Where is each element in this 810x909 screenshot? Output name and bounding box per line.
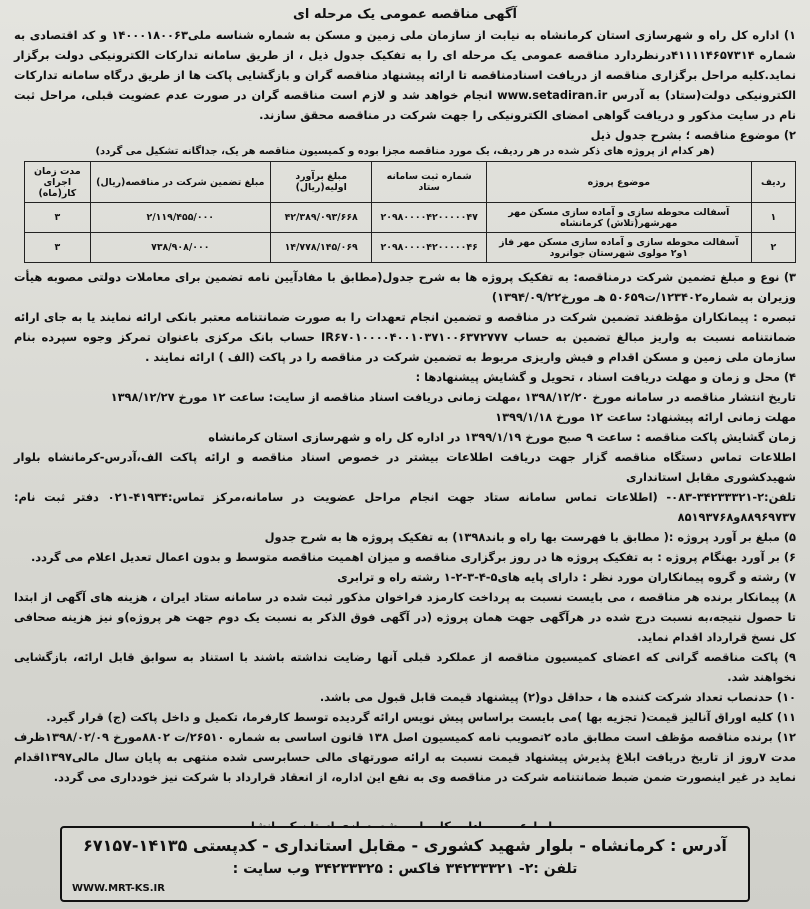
cell-guarantee: ۷۳۸/۹۰۸/۰۰۰ <box>90 233 270 263</box>
cell-guarantee: ۲/۱۱۹/۴۵۵/۰۰۰ <box>90 203 270 233</box>
cell-row: ۱ <box>751 203 795 233</box>
projects-table <box>24 161 796 263</box>
clause-7: ۷) رشته و گروه پیمانکاران مورد نظر : دارای پایه های۵-۴-۳-۲-۱ رشته راه و ترابری <box>337 570 796 584</box>
clause-12: ۱۲) برنده مناقصه مؤظف است مطابق ماده ۲تصویب نامه کمیسیون اصل ۱۳۸ قانون اساسی به شماره ۲۶۵۱۰/ت ۸۸۰۲مورخ ۱۳۹۸/۰۲/۰۹ظرف مدت ۷روز از تاریخ دریافت ابلاغ پذیرش پیشنهاد قیمت نسبت به ارائه صورتهای مالی حسابرسی شده منتهی به پایان سال مالی۱۳۹۷اقدام نماید در غیر اینصورت ضمن ضبط ضمانتنامه شرکت در مناقصه وی به نفع این اداره، از انعقاد قرارداد با شرکت نیز خودداری می گردد. <box>14 730 796 784</box>
col-subject: موضوع پروژه <box>486 162 751 203</box>
website-link[interactable]: WWW.MRT-KS.IR <box>72 883 165 894</box>
clause-4-contact: اطلاعات تماس دستگاه مناقصه گزار جهت دریافت اطلاعات بیشتر در خصوص اسناد مناقصه و ارائه پاکت الف،آدرس-کرمانشاه بلوار شهیدکشوری مقابل استانداری <box>14 450 796 484</box>
clause-4-publish-date: تاریخ انتشار مناقصه در سامانه مورخ ۱۳۹۸/۱۲/۲۰ ،مهلت زمانی دریافت اسناد مناقصه از سایت: ساعت ۱۲ مورخ ۱۳۹۸/۱۲/۲۷ <box>110 390 796 404</box>
clause-4-phone: تلفن:۲-۳۴۲۳۳۳۲۱-۰۸۳- (اطلاعات تماس سامانه ستاد جهت انجام مراحل عضویت در سامانه،مرکز تماس:۴۱۹۳۴-۰۲۱ دفتر ثبت نام: ۸۸۹۶۹۷۳۷و۸۵۱۹۳۷۶۸ <box>14 490 796 524</box>
clause-2: ۲) موضوع مناقصه ؛ بشرح جدول ذیل <box>590 128 796 142</box>
table-header-row <box>25 162 796 203</box>
cell-subject: آسفالت محوطه سازی و آماده سازی مسکن مهر مهرشهر(تلاش) کرمانشاه <box>486 203 751 233</box>
address-line: آدرس : کرمانشاه - بلوار شهید کشوری - مقابل استانداری - کدپستی ۱۴۱۳۵-۶۷۱۵۷ <box>83 836 727 855</box>
notice-title: آگهی مناقصه عمومی یک مرحله ای <box>292 7 518 22</box>
cell-setad-number: ۲۰۹۸۰۰۰۰۴۲۰۰۰۰۰۴۷ <box>372 203 486 233</box>
col-estimate: مبلغ برآورد اولیه(ریال) <box>270 162 372 203</box>
cell-subject: آسفالت محوطه سازی و آماده سازی مسکن مهر فاز ۱و۲ مولوی شهرستان جوانرود <box>486 233 751 263</box>
address-box <box>60 826 750 902</box>
clause-9: ۹) پاکت مناقصه گرانی که اعضای کمیسیون مناقصه از عملکرد قبلی آنها رضایت نداشته باشند با استناد به سوابق قابل ارائه، بازگشایی نخواهند شد. <box>14 650 796 684</box>
clause-5: ۵) مبلغ بر آورد پروژه :( مطابق با فهرست بها راه و باند۱۳۹۸) به تفکیک پروژه ها به شرح جدول <box>264 530 796 544</box>
table-note: (هر کدام از پروژه های ذکر شده در هر ردیف، یک مورد مناقصه مجزا بوده و کمیسیون مناقصه هر یک، جداگانه تشکیل می گردد) <box>95 146 715 157</box>
col-duration: مدت زمان اجرای کار(ماه) <box>25 162 91 203</box>
clause-1: ۱) اداره کل راه و شهرسازی استان کرمانشاه به نیابت از سازمان ملی زمین و مسکن به شماره شناسه ملی۱۴۰۰۰۱۸۰۰۶۳ و کد اقتصادی به شماره ۴۱۱۱۱۴۶۵۷۳۱۴درنظردارد مناقصه عمومی یک مرحله ای را به تفکیک جدول ذیل ، از طریق سامانه تدارکات الکترونیکی دولت برگزار نماید.کلیه مراحل برگزاری مناقصه از دریافت اسنادمناقصه تا ارائه پیشنهاد مناقصه گران و بازگشایی پاکت ها از طریق درگاه سامانه تدارکات الکترونیکی دولت(ستاد) به آدرس www.setadiran.ir انجام خواهد شد و لازم است مناقصه گران در صورت عدم عضویت قبلی، مراحل ثبت نام در سایت مذکور و دریافت گواهی امضای الکترونیکی را جهت شرکت در مناقصه محقق سازند. <box>14 28 797 122</box>
clause-10: ۱۰) حدنصاب تعداد شرکت کننده ها ، حداقل دو(۲) پیشنهاد قیمت قابل قبول می باشد. <box>319 690 796 704</box>
clause-4: ۴) محل و زمان و مهلت دریافت اسناد ، تحویل و گشایش پیشنهادها : <box>415 370 796 384</box>
phone-line: تلفن :۲- ۳۴۲۳۳۳۲۱ فاکس : ۳۴۲۳۳۳۲۵ وب سایت : <box>232 861 578 877</box>
col-setad-number: شماره ثبت سامانه ستاد <box>372 162 486 203</box>
cell-row: ۲ <box>751 233 795 263</box>
col-guarantee: مبلغ تضمین شرکت در مناقصه(ریال) <box>90 162 270 203</box>
clause-11: ۱۱) کلیه اوراق آنالیز قیمت( تجزیه بها )می بایست براساس پیش نویس ارائه گردیده توسط کارفرما، تکمیل و داخل پاکت (ج) قرار گیرد. <box>46 710 796 724</box>
cell-estimate: ۴۲/۳۸۹/۰۹۳/۶۶۸ <box>270 203 372 233</box>
clause-4-submit-deadline: مهلت زمانی ارائه پیشنهاد: ساعت ۱۲ مورخ ۱۳۹۹/۱/۱۸ <box>495 410 796 424</box>
cell-setad-number: ۲۰۹۸۰۰۰۰۴۲۰۰۰۰۰۴۶ <box>372 233 486 263</box>
col-row: ردیف <box>751 162 795 203</box>
cell-duration: ۳ <box>25 233 91 263</box>
clause-4-opening-time: زمان گشایش پاکت مناقصه : ساعت ۹ صبح مورخ ۱۳۹۹/۱/۱۹ در اداره کل راه و شهرسازی استان کرمانشاه <box>208 430 796 444</box>
table-row <box>25 233 796 263</box>
clause-6: ۶) بر آورد بهنگام پروژه : به تفکیک پروژه ها در روز برگزاری مناقصه و میزان اهمیت مناقصه متوسط و بدون اعمال تعدیل اعلام می گردد. <box>30 550 796 564</box>
cell-duration: ۳ <box>25 203 91 233</box>
clause-8: ۸) پیمانکار برنده هر مناقصه ، می بایست نسبت به پرداخت کارمزد فراخوان مذکور ثبت شده در سامانه ستاد ایران ، هزینه های آگهی از ابتدا تا حصول نتیجه،به نسبت درج شده در هرآگهی جهت همان پروژه (در آگهی فوق الذکر به نسبت یک دوم جهت هر پروژه)و نیز هزینه صحافی کل نسخ قرارداد اقدام نماید. <box>14 590 796 644</box>
clause-3-note: تبصره : پیمانکاران مؤظفند تضمین شرکت در مناقصه و تضمین انجام تعهدات را به صورت ضمانتنامه معتبر بانکی ارائه نمایند یا به جای ارائه ضمانتنامه نسبت به واریز مبالغ تضمین به حساب IR۶۷۰۱۰۰۰۰۴۰۰۱۰۳۷۱۰۰۶۳۷۲۷۷۷ حساب بانک مرکزی باعنوان تمرکز وجوه سپرده بنام سازمان ملی زمین و مسکن اقدام و فیش واریزی مربوط به تضمین شرکت در مناقصه را در پاکت (الف ) ارائه نمایند . <box>14 310 796 364</box>
cell-estimate: ۱۴/۷۷۸/۱۴۵/۰۶۹ <box>270 233 372 263</box>
table-row <box>25 203 796 233</box>
clause-3: ۳) نوع و مبلغ تضمین شرکت درمناقصه: به تفکیک پروژه ها به شرح جدول(مطابق با مفادآیین نامه تضمین برای معاملات دولتی مصوبه هیأت وزیران به شماره۱۲۳۴۰۲/ت۵۰۶۵۹ هـ مورخ۱۳۹۴/۰۹/۲۲) <box>14 270 796 304</box>
